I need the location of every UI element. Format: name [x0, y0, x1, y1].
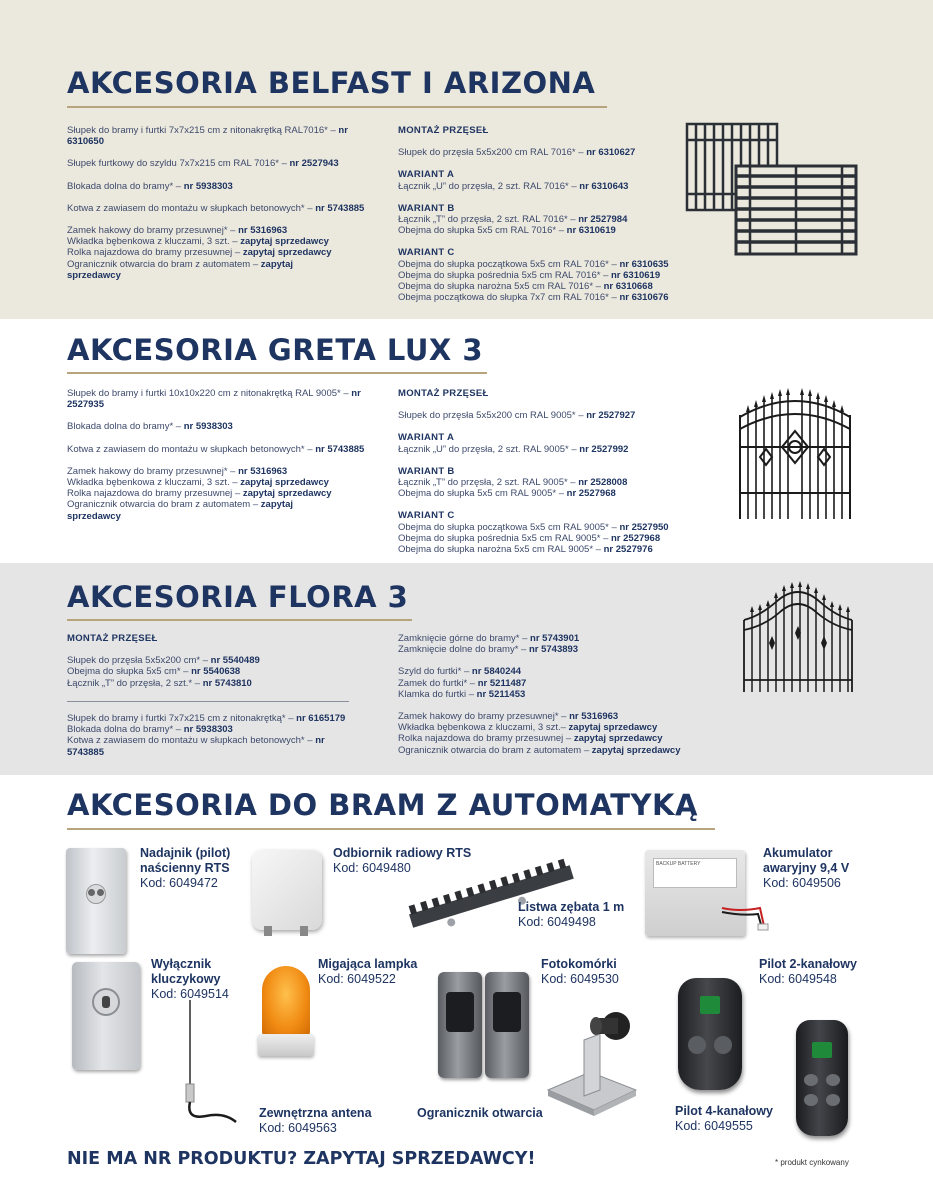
product-code: zapytaj sprzedawcy — [573, 733, 663, 745]
product-wall-transmitter — [140, 846, 250, 891]
list-item: Słupek do bramy i furtki 10x10x220 cm z nitonakrętką RAL 9005* – — [67, 388, 352, 399]
list-item: Obejma do słupka 5x5 cm* – — [67, 666, 192, 678]
variant-heading: WARIANT C — [398, 510, 455, 522]
list-item: Słupek do przęsła 5x5x200 cm RAL 9005* – — [398, 410, 587, 422]
product-code: nr 2527927 — [586, 410, 636, 422]
product-code: nr 2528008 — [578, 477, 628, 489]
product-code: nr 6165179 — [296, 713, 346, 724]
remote-button — [688, 1036, 706, 1054]
list-item: Wkładka bębenkowa z kluczami, 3 szt. – — [67, 236, 241, 248]
product-code: nr 2527968 — [566, 488, 616, 500]
list-item: Łącznik „T” do przęsła, 2 szt.* – — [67, 677, 203, 689]
product-code: nr 5938303 — [183, 180, 233, 192]
product-name: Fotokomórki — [541, 957, 617, 971]
list-item: Klamka do furtki – — [398, 688, 477, 700]
product-code: nr 5743885 — [315, 443, 365, 455]
list-item: Ogranicznik otwarcia do bram z automatem – — [67, 499, 261, 511]
list-item: Łącznik „T” do przęsła, 2 szt. RAL 7016* – — [398, 214, 579, 226]
product-code: Kod: 6049522 — [318, 972, 396, 986]
product-code: nr 6310668 — [603, 281, 653, 293]
product-code: zapytaj sprzedawcy — [591, 744, 681, 756]
remote-button — [826, 1094, 840, 1106]
product-photocells — [541, 957, 651, 987]
list-item: Łącznik „U” do przęsła, 2 szt. RAL 7016* – — [398, 180, 580, 192]
product-key-switch — [151, 957, 261, 1002]
list-item: Wkładka bębenkowa z kluczami, 3 szt. – — [67, 477, 241, 489]
product-name: Nadajnik (pilot) naścienny RTS — [140, 846, 231, 875]
montaz-heading: MONTAŻ PRZĘSEŁ — [398, 388, 489, 399]
variant-heading: WARIANT B — [398, 202, 455, 214]
flora-divider — [67, 701, 349, 702]
list-item: Zamknięcie górne do bramy* – — [398, 633, 531, 644]
remote-brand-badge — [700, 996, 720, 1014]
flora-gate-image — [740, 580, 856, 695]
list-item: Słupek do bramy i furtki 7x7x215 cm z nitonakrętką* – — [67, 713, 297, 724]
product-gear-rack — [518, 900, 638, 930]
product-flashing-lamp — [318, 957, 438, 987]
flora-title: AKCESORIA FLORA 3 — [67, 580, 409, 614]
list-item: Kotwa z zawiasem do montażu w słupkach betonowych* – — [67, 443, 316, 455]
product-name: Listwa zębata 1 m — [518, 900, 625, 914]
belfast-fence-image — [682, 120, 862, 260]
product-remote-4-channel — [675, 1104, 795, 1134]
list-item: Ogranicznik otwarcia do bram z automatem – — [67, 258, 261, 270]
belfast-left-list — [67, 125, 367, 281]
photocell-lens — [446, 992, 474, 1032]
product-code: nr 6310619 — [611, 269, 661, 281]
product-code: nr 5211487 — [477, 677, 527, 689]
product-code: nr 5743885 — [315, 202, 365, 214]
remote-button — [714, 1036, 732, 1054]
remote-button — [826, 1074, 840, 1086]
photocell-right-image — [485, 972, 529, 1078]
product-code: nr 5938303 — [183, 421, 233, 433]
greta-title-rule — [67, 372, 487, 374]
list-item: Zamek do furtki* – — [398, 677, 478, 689]
list-item: Rolka najazdowa do bramy przesuwnej – — [67, 247, 243, 259]
product-code: nr 5316963 — [238, 225, 288, 237]
variant-heading: WARIANT C — [398, 247, 455, 259]
product-code: Kod: 6049555 — [675, 1119, 753, 1133]
list-item: Obejma do słupka 5x5 cm RAL 7016* – — [398, 225, 567, 237]
list-item: Obejma do słupka pośrednia 5x5 cm RAL 9005* – — [398, 532, 611, 544]
product-code: Kod: 6049548 — [759, 972, 837, 986]
list-item: Blokada dolna do bramy* – — [67, 421, 184, 433]
product-code: nr 5743885 — [67, 735, 325, 758]
flora-montaz-list — [67, 633, 367, 689]
variant-heading: WARIANT A — [398, 169, 455, 181]
product-name: Odbiornik radiowy RTS — [333, 846, 472, 860]
flora-right-list — [398, 633, 728, 756]
product-code: nr 5743810 — [202, 677, 252, 689]
list-item: Kotwa z zawiasem do montażu w słupkach betonowych* – — [67, 735, 316, 747]
belfast-title-rule — [67, 106, 607, 108]
product-gate-stop — [417, 1106, 557, 1121]
remote-button — [804, 1074, 818, 1086]
product-code: nr 6310635 — [619, 258, 669, 270]
product-code: nr 5743901 — [530, 633, 580, 644]
product-remote-2-channel — [759, 957, 879, 987]
radio-receiver-image — [252, 850, 322, 930]
flora-title-rule — [67, 619, 412, 621]
product-code: nr 6310619 — [566, 225, 616, 237]
list-item: Obejma do słupka pośrednia 5x5 cm RAL 7016* – — [398, 269, 611, 281]
product-name: Pilot 4-kanałowy — [675, 1104, 773, 1118]
product-backup-battery — [763, 846, 883, 891]
product-code: nr 5316963 — [569, 711, 619, 723]
belfast-title: AKCESORIA BELFAST I ARIZONA — [67, 66, 596, 100]
list-item: Łącznik „U” do przęsła, 2 szt. RAL 9005* – — [398, 443, 580, 455]
product-code: nr 6310676 — [619, 292, 669, 304]
montaz-heading: MONTAŻ PRZĘSEŁ — [67, 633, 158, 644]
product-code: nr 6310627 — [586, 147, 636, 159]
list-item: Słupek do bramy i furtki 7x7x215 cm z nitonakrętką RAL7016* – — [67, 125, 339, 136]
remote-2-channel-image — [678, 978, 742, 1090]
product-name: Zewnętrzna antena — [259, 1106, 372, 1120]
product-code: zapytaj sprzedawcy — [568, 722, 658, 734]
product-name: Akumulator awaryjny 9,4 V — [763, 846, 850, 875]
product-code: Kod: 6049506 — [763, 876, 841, 890]
product-code: zapytaj sprzedawcy — [242, 488, 332, 500]
receiver-cable-gland — [300, 926, 308, 936]
list-item: Obejma do słupka początkowa 5x5 cm RAL 9005* – — [398, 521, 620, 533]
variant-heading: WARIANT A — [398, 432, 455, 444]
greta-gate-image — [736, 387, 854, 522]
receiver-cable-gland — [264, 926, 272, 936]
list-item: Słupek furtkowy do szyldu 7x7x215 cm RAL 7016* – — [67, 158, 290, 170]
footnote-galvanized: * produkt cynkowany — [775, 1158, 849, 1167]
list-item: Blokada dolna do bramy* – — [67, 180, 184, 192]
list-item: Obejma do słupka narożna 5x5 cm RAL 7016* – — [398, 281, 604, 293]
product-code: nr 2527950 — [619, 521, 669, 533]
product-code: nr 6310643 — [579, 180, 629, 192]
list-item: Ogranicznik otwarcia do bram z automatem – — [398, 744, 592, 756]
remote-4-channel-image — [796, 1020, 848, 1136]
product-code: Kod: 6049498 — [518, 915, 596, 929]
product-code: nr 2527943 — [289, 158, 339, 170]
key-slot — [102, 996, 110, 1008]
flora-left-bottom-list — [67, 713, 387, 758]
product-code: nr 2527935 — [67, 388, 361, 411]
battery-label: BACKUP BATTERY — [653, 858, 737, 888]
greta-title: AKCESORIA GRETA LUX 3 — [67, 333, 484, 367]
battery-wires — [720, 898, 770, 934]
product-name: Migająca lampka — [318, 957, 418, 971]
product-code: nr 5938303 — [183, 724, 233, 736]
product-code: nr 5540638 — [191, 666, 241, 678]
product-name: Ogranicznik otwarcia — [417, 1106, 543, 1120]
product-code: zapytaj sprzedawcy — [240, 236, 329, 248]
product-code: nr 5743893 — [528, 644, 579, 656]
list-item: Zamek hakowy do bramy przesuwnej* – — [67, 225, 239, 237]
list-item: Rolka najazdowa do bramy przesuwnej – — [398, 733, 574, 745]
product-code: nr 6310650 — [67, 125, 348, 148]
product-code: Kod: 6049472 — [140, 876, 218, 890]
list-item: Słupek do przęsła 5x5x200 cm* – — [67, 655, 211, 667]
remote-button — [804, 1094, 818, 1106]
product-code: zapytaj sprzedawcy — [242, 247, 332, 259]
flashing-lamp-image — [262, 966, 310, 1036]
product-code: zapytaj sprzedawcy — [67, 258, 293, 281]
list-item: Zamknięcie dolne do bramy* – — [398, 644, 529, 656]
product-code: nr 5840244 — [471, 666, 522, 678]
product-code: Kod: 6049563 — [259, 1121, 337, 1135]
automation-title-rule — [67, 828, 715, 830]
photocell-left-image — [438, 972, 482, 1078]
list-item: Rolka najazdowa do bramy przesuwnej – — [67, 488, 243, 500]
product-code: Kod: 6049480 — [333, 861, 411, 875]
product-code: nr 5540489 — [210, 655, 260, 667]
transmitter-button-right — [97, 889, 104, 896]
list-item: Blokada dolna do bramy* – — [67, 724, 184, 736]
remote-brand-badge — [812, 1042, 832, 1058]
list-item: Łącznik „T” do przęsła, 2 szt. RAL 9005* – — [398, 477, 579, 489]
list-item: Zamek hakowy do bramy przesuwnej* – — [67, 465, 239, 477]
product-code: nr 2527984 — [578, 214, 628, 226]
variant-heading: WARIANT B — [398, 465, 455, 477]
list-item: Zamek hakowy do bramy przesuwnej* – — [398, 711, 570, 723]
product-external-antenna — [259, 1106, 389, 1136]
transmitter-button-left — [88, 889, 95, 896]
product-code: nr 5211453 — [476, 688, 526, 700]
product-name: Wyłącznik kluczykowy — [151, 957, 221, 986]
list-item: Obejma początkowa do słupka 7x7 cm RAL 7016* – — [398, 292, 620, 304]
product-code: nr 5316963 — [238, 465, 288, 477]
product-code: nr 2527968 — [611, 532, 661, 544]
list-item: Kotwa z zawiasem do montażu w słupkach betonowych* – — [67, 202, 316, 214]
product-name: Pilot 2-kanałowy — [759, 957, 857, 971]
external-antenna-image — [172, 998, 242, 1128]
belfast-right-list — [398, 125, 698, 303]
product-code: Kod: 6049514 — [151, 987, 229, 1001]
product-code: zapytaj sprzedawcy — [67, 499, 293, 522]
product-code: zapytaj sprzedawcy — [240, 477, 329, 489]
key-switch-image — [72, 962, 140, 1070]
product-code: nr 2527992 — [579, 443, 629, 455]
list-item: Wkładka bębenkowa z kluczami, 3 szt.– — [398, 722, 569, 734]
greta-right-list — [398, 388, 718, 555]
greta-left-list — [67, 388, 377, 522]
wall-transmitter-image — [66, 848, 126, 954]
list-item: Szyld do furtki* – — [398, 666, 472, 678]
montaz-heading: MONTAŻ PRZĘSEŁ — [398, 125, 489, 136]
automation-title: AKCESORIA DO BRAM Z AUTOMATYKĄ — [67, 788, 698, 822]
product-code: nr 2527976 — [603, 544, 653, 556]
list-item: Słupek do przęsła 5x5x200 cm RAL 7016* – — [398, 147, 587, 159]
ask-seller-banner: NIE MA NR PRODUKTU? ZAPYTAJ SPRZEDAWCY! — [67, 1149, 536, 1169]
flashing-lamp-base — [258, 1034, 314, 1056]
photocell-lens — [493, 992, 521, 1032]
product-code: Kod: 6049530 — [541, 972, 619, 986]
list-item: Obejma do słupka 5x5 cm RAL 9005* – — [398, 488, 567, 500]
list-item: Obejma do słupka początkowa 5x5 cm RAL 7016* – — [398, 258, 620, 270]
list-item: Obejma do słupka narożna 5x5 cm RAL 9005* – — [398, 544, 604, 556]
